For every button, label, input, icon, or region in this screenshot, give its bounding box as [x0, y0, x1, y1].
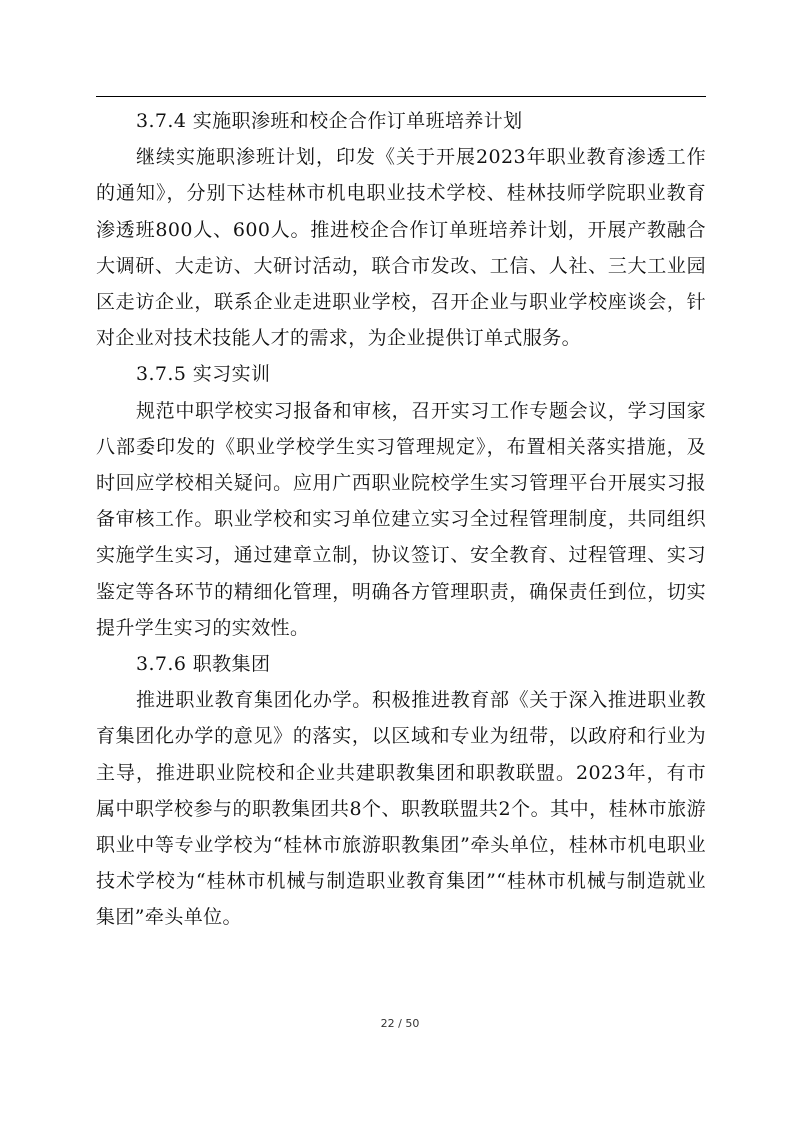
page-number: 22 / 50: [380, 1017, 420, 1030]
section-heading-3-7-5: 3.7.5 实习实训: [136, 363, 271, 386]
section-heading-3-7-4: 3.7.4 实施职渗班和校企合作订单班培养计划: [136, 110, 523, 132]
section-body-3-7-4: 继续实施职渗班计划，印发《关于开展2023年职业教育渗透工作的通知》，分别下达桂林市机电职业技术学校、桂林技师学院职业教育渗透班800人、600人。推进校企合作订单班培养计划，开展产教融合大调研、大走访、大研讨活动，联合市发改、工信、人社、三大工业园区走访企业，联系企业走进职业学校，召开企业与职业学校座谈会，针对企业对技术技能人才的需求，为企业提供订单式服务。: [96, 146, 706, 350]
section-body-3-7-5: 规范中职学校实习报备和审核，召开实习工作专题会议，学习国家八部委印发的《职业学校学生实习管理规定》，布置相关落实措施，及时回应学校相关疑问。应用广西职业院校学生实习管理平台开展实习报备审核工作。职业学校和实习单位建立实习全过程管理制度，共同组织实施学生实习，通过建章立制，协议签订、安全教育、过程管理、实习鉴定等各环节的精细化管理，明确各方管理职责，确保责任到位，切实提升学生实习的实效性。: [96, 399, 706, 639]
section-heading-3-7-6: 3.7.6 职教集团: [136, 653, 271, 676]
section-body-3-7-6: 推进职业教育集团化办学。积极推进教育部《关于深入推进职业教育集团化办学的意见》的落实，以区域和专业为纽带，以政府和行业为主导，推进职业院校和企业共建职教集团和职教联盟。2023年，有市属中职学校参与的职教集团共8个、职教联盟共2个。其中，桂林市旅游职业中等专业学校为“桂林市旅游职教集团”牵头单位，桂林市机电职业技术学校为“桂林市机械与制造职业教育集团”“桂林市机械与制造就业集团”牵头单位。: [96, 689, 706, 929]
page-content: [96, 103, 706, 936]
header-rule: [96, 96, 706, 97]
